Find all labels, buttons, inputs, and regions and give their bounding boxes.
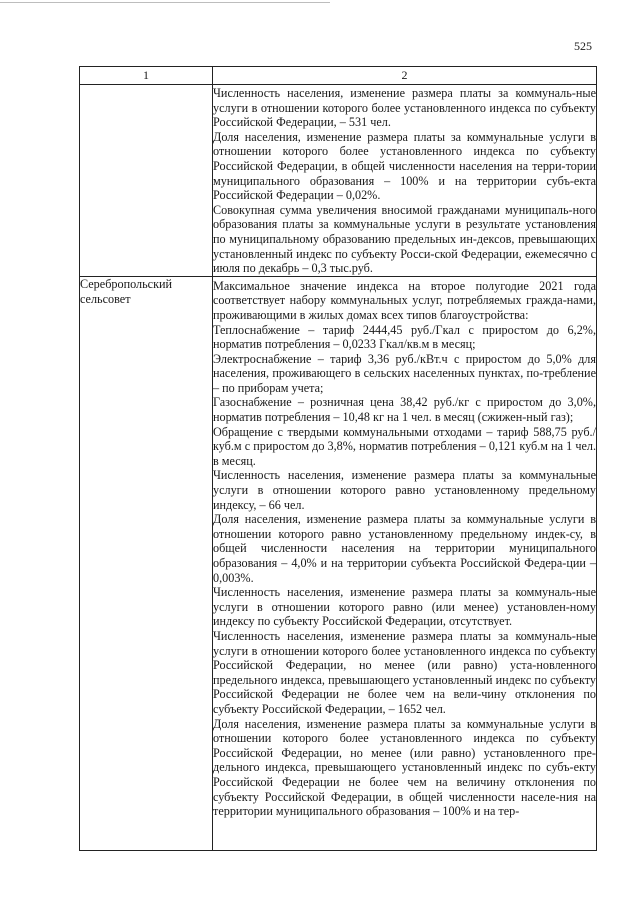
paragraph: Электроснабжение – тариф 3,36 руб./кВт.ч с приростом до 5,0% для населения, проживающего в сельских населенных пунктах, по-требление – по приборам учета; [213,351,596,395]
paragraph: Доля населения, изменение размера платы за коммунальные услуги в отношении которого более установленного индекса по субъекту Российской Федерации, в общей численности населения на терри-тории муниципального образования – 100% и на территории субъ-екта Российской Федерации – 0,02%. [213,129,596,203]
paragraph: Газоснабжение – розничная цена 38,42 руб./кг с приростом до 3,0%, норматив потребления – 10,48 кг на 1 чел. в месяц (сжижен-ный газ); [213,395,596,425]
description-cell [213,85,597,277]
paragraph: Максимальное значение индекса на второе полугодие 2021 года соответствует набору коммунальных услуг, потребляемых гражда-нами, проживающими в жилых домах всех типов благоустройства: [213,278,596,322]
document-table [79,66,597,851]
paragraph: Совокупная сумма увеличения вносимой гражданами муниципаль-ного образования платы за коммунальные услуги в результате установления по муниципальному образованию предельных ин-дексов, превышающих установленный индекс по субъекту Росси-ской Федерации, ежемесячно с июля по декабрь – 0,3 тыс.руб. [213,202,596,276]
page-number: 525 [574,39,592,53]
description-cell [213,276,597,850]
municipality-name-cell [80,85,213,277]
paragraph: Доля населения, изменение размера платы за коммунальные услуги в отношении которого более установленного индекса по субъекту Российской Федерации, но менее (или равно) установленного пре-дельного индекса, превышающего установленный индекс по субъ-екту Российской Федерации не более чем на величину отклонения по субъекту Российской Федерации, в общей численности населе-ния на территории муниципального образования – 100% и на тер- [213,716,596,819]
table-row [80,276,597,850]
table-row [80,85,597,277]
paragraph: Численность населения, изменение размера платы за коммуналь-ные услуги в отношении которого более установленного индекса по субъекту Российской Федерации, – 531 чел. [213,86,596,130]
paragraph: Численность населения, изменение размера платы за коммуналь-ные услуги в отношении которого более установленного индекса по субъекту Российской Федерации, но менее (или равно) уста-новленного предельного индекса, превышающего установленный индекс по субъекту Российской Федерации не более чем на вели-чину отклонения по субъекту Российской Федерации, – 1652 чел. [213,628,596,716]
scan-edge-line [0,2,330,3]
column-header-2: 2 [213,67,597,85]
column-header-1: 1 [80,67,213,85]
paragraph: Численность населения, изменение размера платы за коммуналь-ные услуги в отношении которого равно (или менее) установлен-ному индексу по субъекту Российской Федерации, отсутствует. [213,585,596,629]
municipality-name-cell: Серебропольский сельсовет [80,276,213,850]
table-header-row [80,67,597,85]
paragraph: Теплоснабжение – тариф 2444,45 руб./Гкал с приростом до 6,2%, норматив потребления – 0,0233 Гкал/кв.м в месяц; [213,322,596,352]
paragraph: Обращение с твердыми коммунальными отходами – тариф 588,75 руб./куб.м с приростом до 3,8%, норматив потребления – 0,121 куб.м на 1 чел. в месяц. [213,424,596,468]
paragraph: Численность населения, изменение размера платы за коммунальные услуги в отношении которого равно установленному предельному индексу, – 66 чел. [213,468,596,512]
paragraph: Доля населения, изменение размера платы за коммунальные услуги в отношении которого равно установленному предельному индек-су, в общей численности населения на территории муниципального образования – 4,0% и на территории субъекта Российской Федера-ции – 0,003%. [213,512,596,585]
